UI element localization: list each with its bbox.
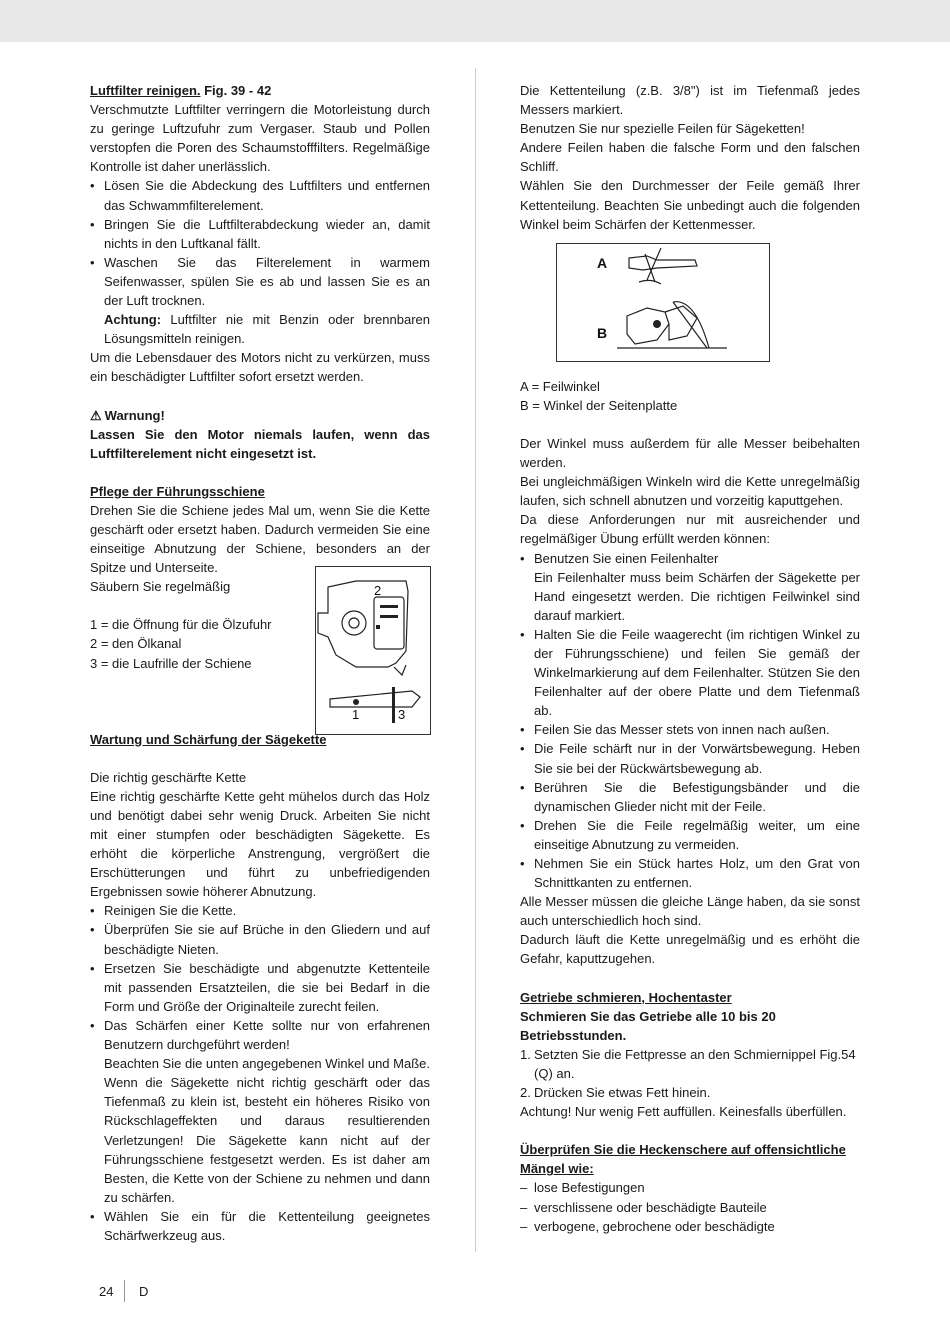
guide-bar-drawing <box>316 567 430 734</box>
bar-mount <box>374 597 404 649</box>
language-code: D <box>139 1284 149 1299</box>
teilung-feilen: Benutzen Sie nur spezielle Feilen für Sägeketten! <box>520 121 805 137</box>
teilung-andere: Andere Feilen haben die falsche Form und den falschen Schliff. <box>520 140 860 175</box>
hecken-heading: Überprüfen Sie die Heckenschere auf offensichtliche Mängel wie: <box>520 1142 846 1177</box>
schiene-item: 3 = die Laufrille der Schiene <box>90 655 252 671</box>
step-number: 1. <box>520 1046 531 1062</box>
fig-label-1: 1 <box>352 707 360 722</box>
luftfilter-intro: Verschmutzte Luftfilter verringern die Motorleistung durch zu geringe Luftzufuhr zum Vergaser. Staub und Pollen verstopfen die Poren des Schaumstofffilters. Regelmäßige Kontrolle ist daher unerlässlich. <box>90 102 430 175</box>
list-item: • Waschen Sie das Filterelement in warmem Seifenwasser, spülen Sie es ab und lassen Sie es an der Luft trocknen. <box>90 253 430 310</box>
list-item: • Bringen Sie die Luftfilterabdeckung wieder an, damit nichts in den Luftkanal fällt. <box>90 215 430 253</box>
list-item <box>520 1045 860 1083</box>
achtung-label: Achtung: <box>104 312 162 328</box>
list-item: • Überprüfen Sie sie auf Brüche in den Gliedern und auf beschädigte Nieten. <box>90 920 430 958</box>
messer-paragraph: Alle Messer müssen die gleiche Länge haben, da sie sonst auch unterschiedlich hoch sind. <box>520 894 860 929</box>
getriebe-bold: Schmieren Sie das Getriebe alle 10 bis 20 Betriebsstunden. <box>520 1008 776 1043</box>
step-number: 2. <box>520 1085 531 1101</box>
luftfilter-title: Luftfilter reinigen. <box>90 83 201 98</box>
achtung-text: Luftfilter nie mit Benzin oder brennbaren Lösungsmitteln reinigen. <box>104 312 430 347</box>
chain-angle-figure <box>556 243 770 362</box>
oil-channel-mark <box>380 605 398 608</box>
sprocket <box>342 611 366 635</box>
list-item: • Berühren Sie die Befestigungsbänder und die dynamischen Glieder nicht mit der Feile. <box>520 778 860 816</box>
list-item: • Lösen Sie die Abdeckung des Luftfilters und entfernen das Schwammfilterelement. <box>90 176 430 214</box>
list-item: • Halten Sie die Feile waagerecht (im richtigen Winkel zu der Führungsschiene) und feilen Sie gemäß der Winkelmarkierung auf dem Feilenhalter. Stützen Sie den Feilenhalter auf der obere Platte und dem Tiefenmaß ab. <box>520 625 860 720</box>
legend-b: B = Winkel der Seitenplatte <box>520 397 678 413</box>
schiene-item: 2 = den Ölkanal <box>90 636 182 652</box>
sprocket-hub <box>349 618 359 628</box>
anforderungen-paragraph: Da diese Anforderungen nur mit ausreichender und regelmäßiger Übung erfüllt werden können: <box>520 512 860 547</box>
page-number: 24 <box>99 1284 114 1299</box>
list-item: – verbogene, gebrochene oder beschädigte <box>520 1217 860 1236</box>
achtung-note <box>90 310 430 348</box>
ungleich-paragraph: Bei ungleichmäßigen Winkeln wird die Kette unregelmäßig laufen, sich schnell abnutzen und vorzeitig kaputtgehen. <box>520 474 860 509</box>
list-item: • Drehen Sie die Feile regelmäßig weiter, um eine einseitige Abnutzung zu vermeiden. <box>520 816 860 854</box>
warning-icon: ⚠ <box>90 407 102 423</box>
warning-text: Lassen Sie den Motor niemals laufen, wenn das Luftfilterelement nicht eingesetzt ist. <box>90 426 430 461</box>
rivet-dot <box>653 320 661 328</box>
fig-label-3: 3 <box>398 707 406 722</box>
chain-angle-drawing <box>557 244 769 361</box>
luftfilter-heading <box>90 81 430 100</box>
fig-label-a: A <box>597 255 608 271</box>
kette-subtitle: Die richtig geschärfte Kette <box>90 769 247 785</box>
legend-a: A = Feilwinkel <box>520 378 600 394</box>
oil-channel-mark <box>380 615 398 618</box>
column-divider <box>475 68 476 1252</box>
kette-list-b <box>90 1207 430 1245</box>
hecken-list <box>520 1178 860 1235</box>
luftfilter-list <box>90 176 430 310</box>
list-item: • Feilen Sie das Messer stets von innen nach außen. <box>520 720 860 739</box>
list-item: • Das Schärfen einer Kette sollte nur von erfahrenen Benutzern durchgeführt werden! <box>90 1016 430 1054</box>
getriebe-heading: Getriebe schmieren, Hochentaster <box>520 989 732 1005</box>
kette-heading: Wartung und Schärfung der Sägekette <box>90 731 327 747</box>
fig-label-b: B <box>597 325 608 341</box>
kette-sub-paragraph: Beachten Sie die unten angegebenen Winkel und Maße. Wenn die Sägekette nicht richtig geschärft oder das Tiefenmaß zu klein ist, besteht ein höheres Risiko von Rückschlageffekten und daraus resultierenden Verletzungen! Die Sägekette kann nicht auf der Führungsschiene festgesetzt werden. Es ist daher am Besten, die Kette von der Schiene zu nehmen und dann zu schärfen. <box>104 1056 430 1205</box>
schaerf-list <box>520 625 860 892</box>
list-item: • Wählen Sie ein für die Kettenteilung geeignetes Schärfwerkzeug aus. <box>90 1207 430 1245</box>
schiene-item: 1 = die Öffnung für die Ölzufuhr <box>90 617 272 633</box>
oil-hole-dot <box>353 699 359 705</box>
cutter-top-view <box>629 256 697 270</box>
top-bar <box>0 0 950 42</box>
housing-tip <box>394 665 406 675</box>
step-text: Setzten Sie die Fettpresse an den Schmiernippel Fig.54 (Q) an. <box>534 1046 856 1081</box>
getriebe-steps <box>520 1045 860 1102</box>
guide-bar-outline <box>330 691 420 707</box>
cutter-side-view <box>627 308 669 344</box>
guide-bar-figure <box>315 566 431 735</box>
list-item: – verschlissene oder beschädigte Bauteile <box>520 1198 860 1217</box>
list-item: • Die Feile schärft nur in der Vorwärtsbewegung. Heben Sie sie bei der Rückwärtsbewegung ab. <box>520 739 860 777</box>
saw-housing <box>318 581 408 667</box>
schiene-clean: Säubern Sie regelmäßig <box>90 579 231 595</box>
list-item: – lose Befestigungen <box>520 1178 860 1197</box>
list-item: • Reinigen Sie die Kette. <box>90 901 430 920</box>
fig-label-2: 2 <box>374 583 382 598</box>
feilenhalter-list <box>520 549 860 568</box>
step-text: Drücken Sie etwas Fett hinein. <box>534 1085 711 1101</box>
teilung-waehlen: Wählen Sie den Durchmesser der Feile gemäß Ihrer Kettenteilung. Beachten Sie unbedingt auch die folgenden Winkel beim Schärfen der Kettenmesser. <box>520 178 860 232</box>
footer-separator <box>124 1280 125 1302</box>
oil-hole-mark <box>376 625 380 629</box>
groove-pointer <box>392 687 395 723</box>
teilung-intro: Die Kettenteilung (z.B. 3/8") ist im Tiefenmaß jedes Messers markiert. <box>520 83 860 118</box>
getriebe-achtung: Achtung! Nur wenig Fett auffüllen. Keinesfalls überfüllen. <box>520 1104 847 1120</box>
list-item: • Nehmen Sie ein Stück hartes Holz, um den Grat von Schnittkanten zu entfernen. <box>520 854 860 892</box>
list-item: • Benutzen Sie einen Feilenhalter <box>520 549 860 568</box>
list-item <box>520 1083 860 1102</box>
schiene-heading: Pflege der Führungsschiene <box>90 483 265 499</box>
feilenhalter-sub: Ein Feilenhalter muss beim Schärfen der Sägekette per Hand eingesetzt werden. Die richtigen Feilwinkel sind darauf markiert. <box>534 569 860 623</box>
warning-title: Warnung! <box>104 407 165 423</box>
winkel-paragraph: Der Winkel muss außerdem für alle Messer beibehalten werden. <box>520 435 860 471</box>
dadurch-paragraph: Dadurch läuft die Kette unregelmäßig und es erhöht die Gefahr, kaputtzugehen. <box>520 932 860 967</box>
schiene-intro: Drehen Sie die Schiene jedes Mal um, wenn Sie die Kette geschärft oder ersetzt haben. Dadurch vermeiden Sie eine einseitige Abnutzung der Schiene, besonders an der Spitze und Unterseite. <box>90 502 430 576</box>
warning-heading <box>90 406 430 425</box>
list-item: • Ersetzen Sie beschädigte und abgenutzte Kettenteile mit passenden Ersatzteilen, die sie bei Bedarf in die Form und Größe der Originalteile zurecht feilen. <box>90 959 430 1016</box>
luftfilter-outro: Um die Lebensdauer des Motors nicht zu verkürzen, muss ein beschädigter Luftfilter sofort ersetzt werden. <box>90 350 430 385</box>
kette-intro: Eine richtig geschärfte Kette geht mühelos durch das Holz und benötigt dabei sehr wenig Druck. Arbeiten Sie nicht mit einer stumpfen oder beschädigten Sägekette. Es erhöht die körperliche Anstrengung, vergrößert die Erschütterungen und führt zu unbefriedigenden Ergebnissen sowie höherer Abnutzung. <box>90 788 430 900</box>
angle-arc-a <box>639 280 661 284</box>
luftfilter-fig-ref: Fig. 39 - 42 <box>200 83 272 98</box>
kette-list-a <box>90 901 430 1054</box>
